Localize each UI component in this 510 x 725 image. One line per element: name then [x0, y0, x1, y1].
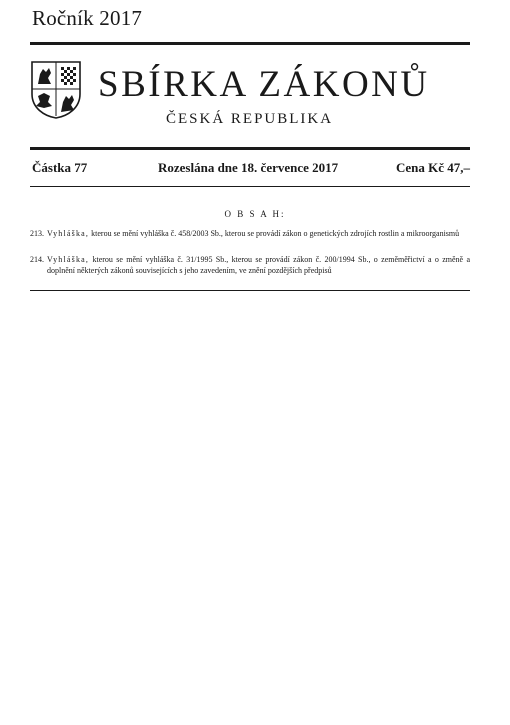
entry-number: 213.: [30, 229, 44, 238]
entry-lead: Vyhláška,: [47, 255, 90, 264]
top-rule: [30, 42, 470, 45]
header-bottom-rule: [30, 147, 470, 150]
publication-subtitle: ČESKÁ REPUBLIKA: [166, 111, 334, 127]
czech-coat-of-arms-icon: [30, 60, 82, 120]
issue-date: Rozeslána dne 18. července 2017: [158, 160, 339, 175]
year-label: Ročník 2017: [32, 6, 143, 30]
meta-bottom-rule: [30, 186, 470, 187]
issue-part: Částka 77: [32, 160, 88, 175]
contents-bottom-rule: [30, 290, 470, 291]
publication-title: SBÍRKA ZÁKONŮ: [98, 64, 430, 105]
entry-lead: Vyhláška,: [47, 229, 90, 238]
contents-heading: O B S A H:: [224, 209, 286, 219]
entry-text: kterou se mění vyhláška č. 458/2003 Sb., kterou se provádí zákon o genetických zdrojích rostlin a mikroorganismů: [91, 229, 460, 238]
entry-text: kterou se mění vyhláška č. 31/1995 Sb., kterou se provádí zákon č. 200/1994 Sb., o zeměměřictví a o změně a doplnění některých zákonů souvisejících s jeho zavedením, ve znění pozdějších předpisů: [47, 255, 470, 275]
contents-entry: [30, 254, 470, 276]
issue-meta-row: [30, 160, 470, 178]
entry-number: 214.: [30, 255, 44, 264]
contents-entry: [30, 228, 470, 239]
issue-price: Cena Kč 47,–: [395, 160, 470, 175]
